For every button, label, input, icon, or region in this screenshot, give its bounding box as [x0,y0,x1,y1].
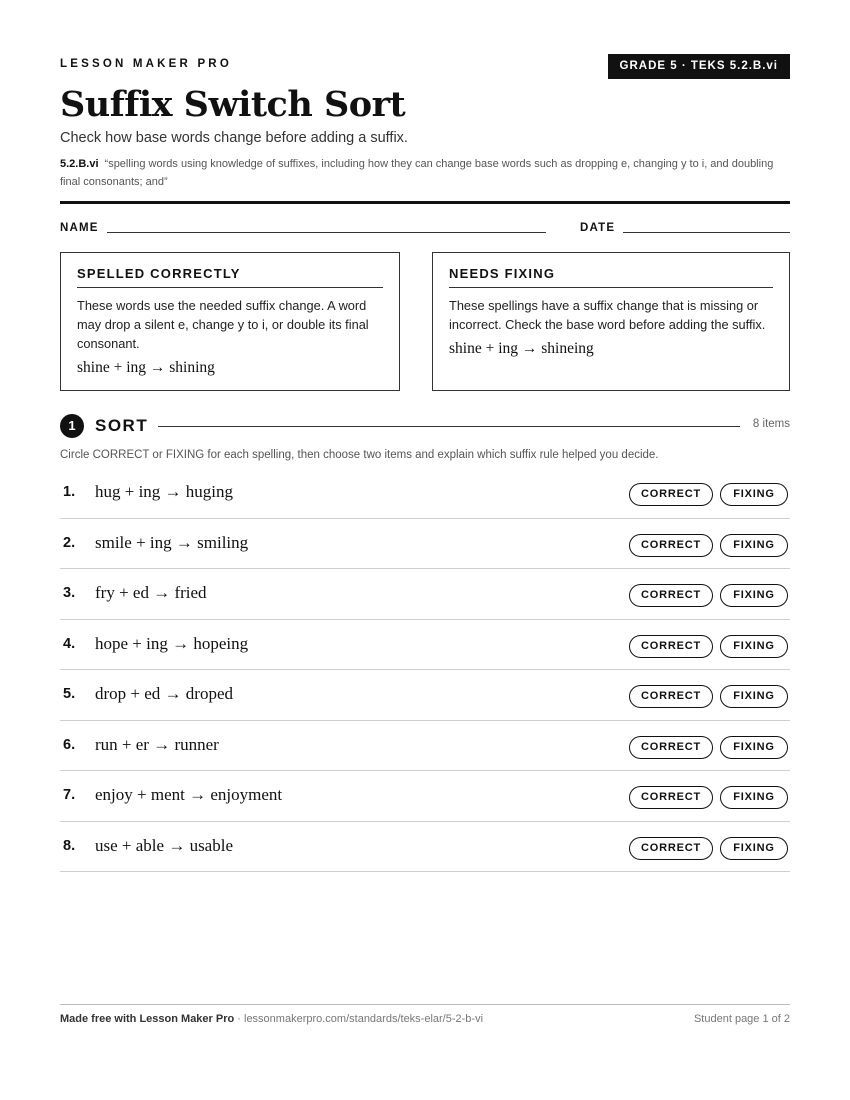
item-number: 4. [63,635,76,652]
section-instructions: Circle CORRECT or FIXING for each spelling, then choose two items and explain which suffix rule helped you decide. [60,449,659,461]
item-number: 8. [63,837,76,854]
section-title: SORT [95,416,149,435]
sort-list [60,468,790,872]
sort-item [60,620,790,671]
item-number: 5. [63,686,76,702]
footer-made-by: Made free with Lesson Maker Pro [60,1013,235,1025]
item-spelling: hope + ing → hopeing [95,633,249,653]
item-spelling: fry + ed → fried [95,583,207,602]
date-label: DATE [580,222,616,234]
brand-name: LESSON MAKER PRO [60,58,232,70]
correct-choice-button[interactable]: CORRECT [629,635,713,658]
item-spelling: enjoy + ment → enjoyment [95,785,283,804]
standard-text: “spelling words using knowledge of suffixes, including how they can change base words such as dropping e, changing y to i, and doubling final consonants; and” [60,158,774,188]
item-number: 6. [63,736,76,753]
sort-item [60,519,790,570]
fixing-choice-button[interactable]: FIXING [720,685,788,708]
header-divider [60,201,790,204]
date-field[interactable] [623,232,790,233]
section-divider [158,426,740,427]
sort-item [60,468,790,519]
fixing-choice-button[interactable]: FIXING [720,736,788,759]
card-example: shine + ing → shineing [449,340,594,357]
sort-item [60,721,790,772]
spelled-correctly-card [60,252,400,391]
page-title: Suffix Switch Sort [60,84,406,125]
worksheet-page [60,0,790,1100]
needs-fixing-card [432,252,790,391]
item-spelling: run + er → runner [95,734,219,754]
fixing-choice-button[interactable]: FIXING [720,635,788,658]
section-number: 1 [60,414,84,438]
item-number: 2. [63,534,76,551]
card-description: These spellings have a suffix change that is missing or incorrect. Check the base word before adding the suffix. [449,298,766,332]
correct-choice-button[interactable]: CORRECT [629,534,713,557]
name-field[interactable] [107,232,546,233]
sort-item [60,771,790,822]
correct-choice-button[interactable]: CORRECT [629,685,713,708]
fixing-choice-button[interactable]: FIXING [720,483,788,506]
fixing-choice-button[interactable]: FIXING [720,584,788,607]
item-spelling: use + able → usable [95,835,233,855]
fixing-choice-button[interactable]: FIXING [720,534,788,557]
sort-item [60,569,790,620]
card-description: These words use the needed suffix change. A word may drop a silent e, change y to i, or double its final consonant. [77,298,369,351]
fixing-choice-button[interactable]: FIXING [720,786,788,809]
correct-choice-button[interactable]: CORRECT [629,837,713,860]
item-count: 8 items [752,418,790,430]
sort-item [60,670,790,721]
footer-divider [60,1004,790,1005]
name-label: NAME [60,222,99,234]
standard-code: 5.2.B.vi [60,158,99,170]
correct-choice-button[interactable]: CORRECT [629,736,713,759]
standard-description [60,156,790,191]
correct-choice-button[interactable]: CORRECT [629,584,713,607]
item-number: 7. [63,787,76,803]
footer-link[interactable]: · lessonmakerpro.com/standards/teks-elar/5-2-b-vi [234,1013,484,1025]
page-indicator: Student page 1 of 2 [693,1013,790,1025]
item-spelling: drop + ed → droped [95,684,234,703]
page-subtitle: Check how base words change before adding a suffix. [60,130,408,146]
item-spelling: hug + ing → huging [95,482,234,501]
item-spelling: smile + ing → smiling [95,532,249,552]
sort-item [60,822,790,873]
card-example: shine + ing → shining [77,359,215,376]
fixing-choice-button[interactable]: FIXING [720,837,788,860]
grade-badge: GRADE 5 · TEKS 5.2.B.vi [608,54,790,79]
correct-choice-button[interactable]: CORRECT [629,483,713,506]
item-number: 3. [63,585,76,601]
footer-credit [60,1013,483,1025]
card-heading: NEEDS FIXING [449,266,773,288]
item-number: 1. [63,484,76,500]
correct-choice-button[interactable]: CORRECT [629,786,713,809]
card-heading: SPELLED CORRECTLY [77,266,383,288]
